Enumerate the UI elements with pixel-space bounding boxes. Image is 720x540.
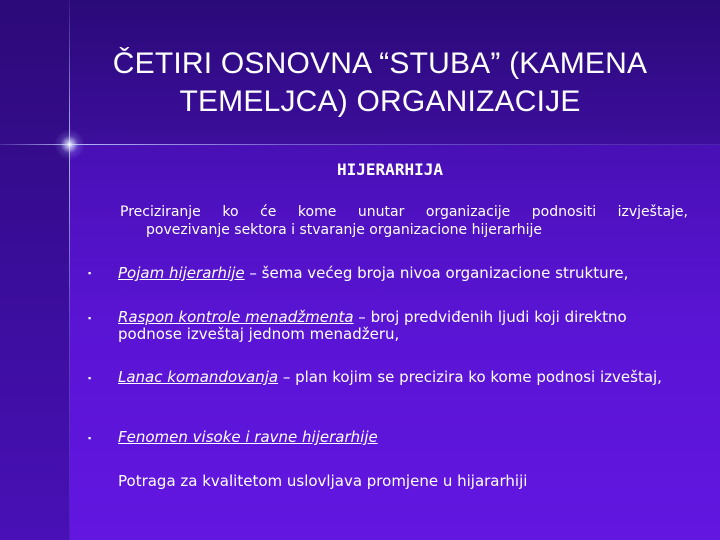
list-item-text: – plan kojim se precizira ko kome podnosi izveštaj, — [278, 368, 662, 386]
list-item-term: Pojam hijerarhije — [118, 264, 245, 282]
list-item-text: – broj predviđenih ljudi koji direktno podnose izveštaj jednom menadžeru, — [118, 308, 627, 343]
list-item-text: – šema većeg broja nivoa organizacione strukture, — [244, 264, 629, 282]
closing-statement: Potraga za kvalitetom uslovljava promjene u hijararhiji — [118, 472, 528, 490]
list-item-term: Fenomen visoke i ravne hijerarhije — [118, 428, 378, 446]
bullet-icon: ▪ — [88, 313, 92, 323]
slide-title — [80, 45, 680, 121]
intro-line1: Preciziranje ko će kome unutar organizacije podnositi izvještaje, — [120, 204, 688, 220]
bullet-icon: ▪ — [88, 433, 92, 443]
bullet-icon: ▪ — [88, 268, 92, 278]
left-background-band — [0, 0, 70, 540]
list-item-term: Lanac komandovanja — [118, 368, 279, 386]
sparkle-icon — [54, 129, 85, 160]
bullet-icon: ▪ — [88, 373, 92, 383]
slide-title-line1: ČETIRI OSNOVNA “STUBA” (KAMENA — [112, 47, 648, 80]
list-item-raspon-kontrole — [118, 309, 688, 343]
section-subtitle: HIJERARHIJA — [337, 160, 443, 179]
decorative-horizontal-line — [0, 144, 720, 145]
list-item-term: Raspon kontrole menadžmenta — [118, 308, 354, 326]
list-item-pojam-hijerarhije — [118, 265, 688, 282]
list-item-fenomen-hijerarhije — [118, 429, 688, 446]
list-item-lanac-komandovanja — [118, 369, 688, 386]
decorative-vertical-line — [69, 0, 70, 540]
slide-title-line2: TEMELJCA) ORGANIZACIJE — [179, 85, 581, 118]
intro-paragraph — [120, 203, 688, 239]
intro-line2: povezivanje sektora i stvaranje organizacione hijerarhije — [146, 222, 542, 238]
